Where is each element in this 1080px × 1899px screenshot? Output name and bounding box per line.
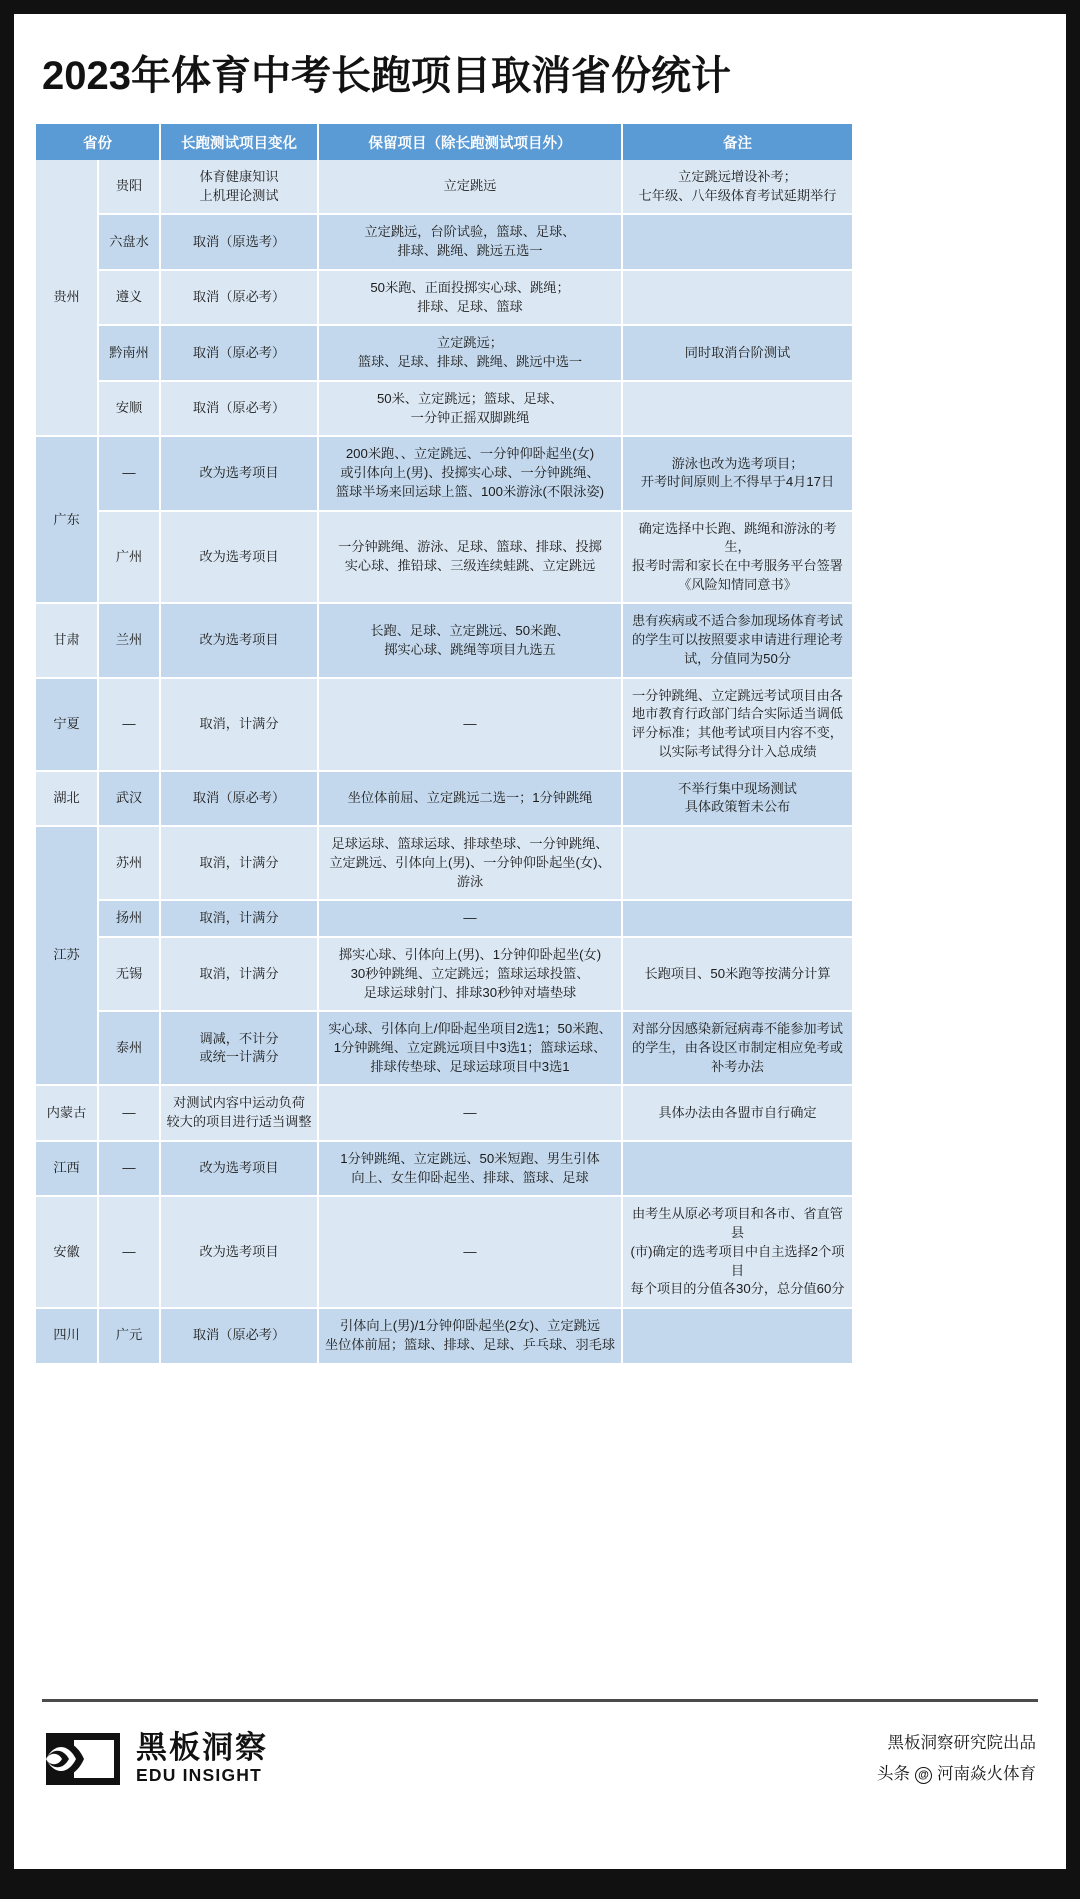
eye-logo-icon [44,1731,122,1787]
cell-note: 长跑项目、50米跑等按满分计算 [622,937,852,1011]
poster-page [14,14,1066,1869]
table-row [36,900,852,937]
cell-change: 改为选考项目 [160,603,318,677]
cell-province: 江苏 [36,826,98,1085]
cell-keep: — [318,1196,622,1308]
cell-change: 取消，计满分 [160,678,318,771]
cell-note [622,1141,852,1196]
table-row [36,160,852,214]
cell-province: 甘肃 [36,603,98,677]
table-row [36,436,852,510]
cell-change: 改为选考项目 [160,436,318,510]
table-row [36,214,852,269]
cell-change: 改为选考项目 [160,1141,318,1196]
table-header-row [36,124,852,160]
at-badge-icon: @ [915,1767,932,1784]
brand-name-en: EDU INSIGHT [136,1764,262,1785]
table-row [36,1308,852,1363]
cell-change: 取消（原必考） [160,771,318,826]
cell-change: 取消，计满分 [160,900,318,937]
cell-province: 四川 [36,1308,98,1363]
brand-name-cn: 黑板洞察 [136,1730,268,1766]
cell-keep: 50米跑、正面投掷实心球、跳绳； 排球、足球、篮球 [318,270,622,325]
cell-change: 取消（原必考） [160,270,318,325]
cell-province: 江西 [36,1141,98,1196]
table-row [36,381,852,436]
table-header [36,124,852,160]
cell-change: 取消，计满分 [160,937,318,1011]
cell-province: 湖北 [36,771,98,826]
table-row [36,1085,852,1140]
table-row [36,603,852,677]
account-name: 河南焱火体育 [937,1765,1036,1784]
cell-city: 广元 [98,1308,160,1363]
cell-keep: 立定跳远 [318,160,622,214]
cell-change: 改为选考项目 [160,1196,318,1308]
cell-keep: — [318,678,622,771]
cell-note: 不举行集中现场测试 具体政策暂未公布 [622,771,852,826]
cell-keep: 立定跳远； 篮球、足球、排球、跳绳、跳远中选一 [318,325,622,380]
cell-city: 贵阳 [98,160,160,214]
cell-keep: 50米、立定跳远；篮球、足球、 一分钟正摇双脚跳绳 [318,381,622,436]
cell-change: 取消（原必考） [160,381,318,436]
cell-city: — [98,1196,160,1308]
footer-row [44,1702,1036,1791]
credit-block [877,1728,1036,1791]
cell-keep: 足球运球、篮球运球、排球垫球、一分钟跳绳、 立定跳远、引体向上(男)、一分钟仰卧起坐(女)、 游泳 [318,826,622,900]
cell-note: 同时取消台阶测试 [622,325,852,380]
cell-city: 无锡 [98,937,160,1011]
cell-city: 扬州 [98,900,160,937]
cell-note [622,214,852,269]
cell-keep: 立定跳远，台阶试验，篮球、足球、 排球、跳绳、跳远五选一 [318,214,622,269]
table-row [36,270,852,325]
cell-note [622,826,852,900]
cell-city: — [98,1141,160,1196]
cell-change: 改为选考项目 [160,511,318,604]
cell-province: 安徽 [36,1196,98,1308]
cell-city: 广州 [98,511,160,604]
cell-keep: 一分钟跳绳、游泳、足球、篮球、排球、投掷 实心球、推铅球、三级连续蛙跳、立定跳远 [318,511,622,604]
cell-keep: 掷实心球、引体向上(男)、1分钟仰卧起坐(女) 30秒钟跳绳、立定跳远；篮球运球投篮、 足球运球射门、排球30秒钟对墙垫球 [318,937,622,1011]
credit-line-2 [877,1759,1036,1790]
cell-note: 一分钟跳绳、立定跳远考试项目由各 地市教育行政部门结合实际适当调低 评分标准；其他考试项目内容不变， 以实际考试得分计入总成绩 [622,678,852,771]
table-row [36,1141,852,1196]
table-row [36,325,852,380]
credit-line-1: 黑板洞察研究院出品 [887,1734,1036,1752]
cell-city: 黔南州 [98,325,160,380]
cell-keep: 长跑、足球、立定跳远、50米跑、 掷实心球、跳绳等项目九选五 [318,603,622,677]
brand-text [136,1732,268,1786]
statistics-table-wrapper [36,124,1044,1365]
column-header-change: 长跑测试项目变化 [160,124,318,160]
cell-city: 安顺 [98,381,160,436]
column-header-province: 省份 [36,124,160,160]
cell-keep: — [318,1085,622,1140]
cell-city: — [98,436,160,510]
cell-change: 取消，计满分 [160,826,318,900]
cell-keep: 实心球、引体向上/仰卧起坐项目2选1；50米跑、 1分钟跳绳、立定跳远项目中3选1；篮球运球、 排球传垫球、足球运球项目中3选1 [318,1011,622,1085]
cell-note [622,381,852,436]
cell-keep: 引体向上(男)/1分钟仰卧起坐(2女)、立定跳远 坐位体前屈；篮球、排球、足球、乒乓球、羽毛球 [318,1308,622,1363]
toutiao-label: 头条 [877,1765,910,1784]
cell-keep: 200米跑、、立定跳远、一分钟仰卧起坐(女) 或引体向上(男)、投掷实心球、一分钟跳绳、 篮球半场来回运球上篮、100米游泳(不限泳姿) [318,436,622,510]
table-row [36,937,852,1011]
cell-city: — [98,678,160,771]
table-row [36,1196,852,1308]
cell-change: 调减，不计分 或统一计满分 [160,1011,318,1085]
table-body [36,160,852,1364]
cell-change: 体育健康知识 上机理论测试 [160,160,318,214]
column-header-keep: 保留项目（除长跑测试项目外） [318,124,622,160]
cell-keep: 坐位体前屈、立定跳远二选一；1分钟跳绳 [318,771,622,826]
cell-city: 遵义 [98,270,160,325]
cell-note: 游泳也改为选考项目； 开考时间原则上不得早于4月17日 [622,436,852,510]
cell-city: — [98,1085,160,1140]
table-row [36,678,852,771]
cell-city: 苏州 [98,826,160,900]
cell-note [622,900,852,937]
table-row [36,1011,852,1085]
cell-change: 取消（原选考） [160,214,318,269]
table-row [36,511,852,604]
cell-keep: — [318,900,622,937]
cell-city: 武汉 [98,771,160,826]
cell-city: 兰州 [98,603,160,677]
statistics-table [36,124,852,1365]
cell-note: 立定跳远增设补考； 七年级、八年级体育考试延期举行 [622,160,852,214]
brand-logo [44,1731,268,1787]
cell-note: 患有疾病或不适合参加现场体育考试 的学生可以按照要求申请进行理论考 试，分值同为50分 [622,603,852,677]
bottom-frame-bar [0,1885,1080,1899]
column-header-note: 备注 [622,124,852,160]
cell-province: 广东 [36,436,98,603]
cell-note: 具体办法由各盟市自行确定 [622,1085,852,1140]
cell-change: 取消（原必考） [160,1308,318,1363]
table-row [36,826,852,900]
cell-keep: 1分钟跳绳、立定跳远、50米短跑、男生引体 向上、女生仰卧起坐、排球、篮球、足球 [318,1141,622,1196]
cell-city: 泰州 [98,1011,160,1085]
cell-note [622,1308,852,1363]
cell-change: 取消（原必考） [160,325,318,380]
cell-city: 六盘水 [98,214,160,269]
table-row [36,771,852,826]
cell-province: 贵州 [36,160,98,436]
cell-change: 对测试内容中运动负荷 较大的项目进行适当调整 [160,1085,318,1140]
cell-note [622,270,852,325]
footer [14,1699,1066,1869]
cell-province: 内蒙古 [36,1085,98,1140]
cell-province: 宁夏 [36,678,98,771]
page-title: 2023年体育中考长跑项目取消省份统计 [42,54,731,98]
cell-note: 对部分因感染新冠病毒不能参加考试 的学生，由各设区市制定相应免考或 补考办法 [622,1011,852,1085]
cell-note: 由考生从原必考项目和各市、省直管县 (市)确定的选考项目中自主选择2个项目 每个项目的分值各30分，总分值60分 [622,1196,852,1308]
cell-note: 确定选择中长跑、跳绳和游泳的考生， 报考时需和家长在中考服务平台签署 《风险知情同意书》 [622,511,852,604]
